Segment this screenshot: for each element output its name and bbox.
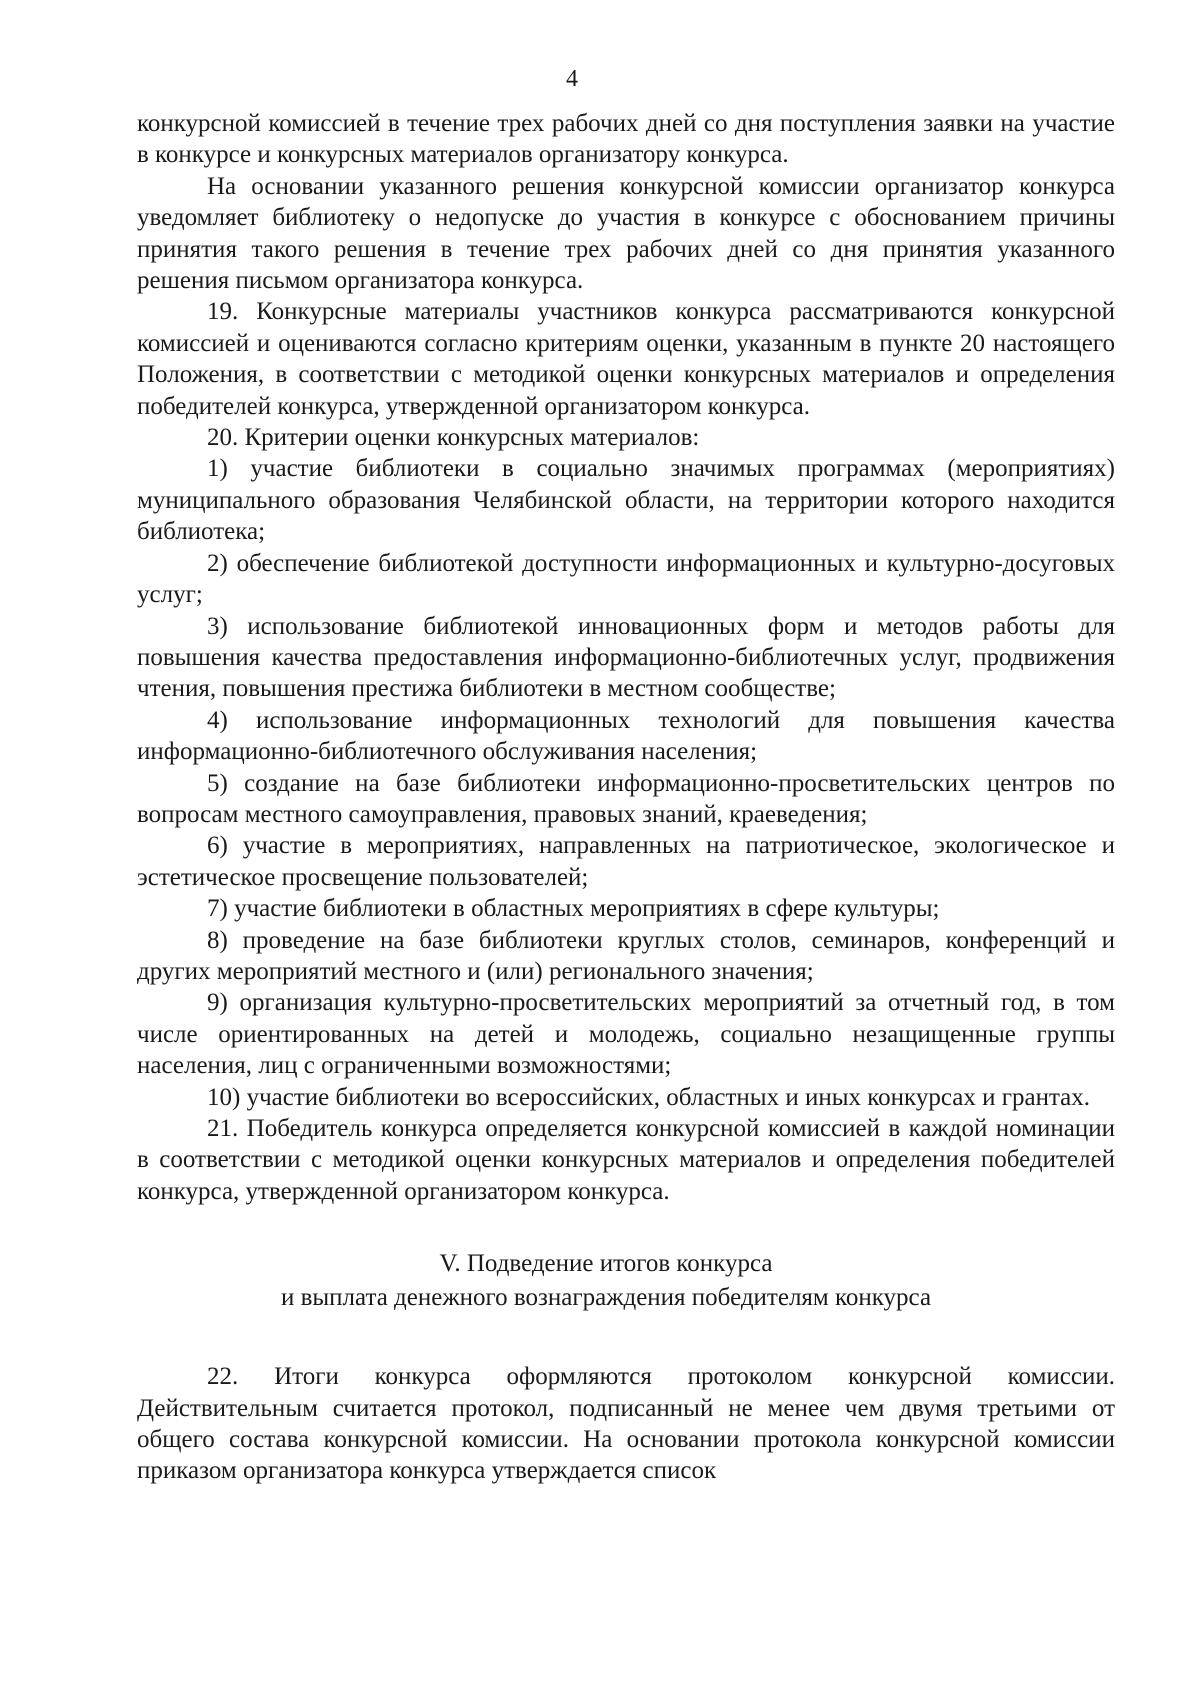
paragraphs-after xyxy=(137,1361,1115,1487)
paragraph: 1) участие библиотеки в социально значимых программах (мероприятиях) муниципального образования Челябинской области, на территории которого находится библиотека; xyxy=(137,455,1115,546)
paragraph: 22. Итоги конкурса оформляются протоколом конкурсной комиссии. Действительным считается протокол, подписанный не менее чем двумя третьими от общего состава конкурсной комиссии. На основании протокола конкурсной комиссии приказом организатора конкурса утверждается список xyxy=(137,1363,1115,1485)
paragraph: 21. Победитель конкурса определяется конкурсной комиссией в каждой номинации в соответствии с методикой оценки конкурсных материалов и определения победителей конкурса, утвержденной организатором конкурса. xyxy=(137,1115,1115,1205)
section-heading-line-1: V. Подведение итогов конкурса xyxy=(439,1250,773,1278)
paragraph: 3) использование библиотекой инновационных форм и методов работы для повышения качества предоставления информационно-библиотечных услуг, продвижения чтения, повышения престижа библиотеки в местном сообществе; xyxy=(137,612,1115,703)
document-body xyxy=(137,108,1115,1487)
paragraph: 19. Конкурсные материалы участников конкурса рассматриваются конкурсной комиссией и оцениваются согласно критериям оценки, указанным в пункте 20 настоящего Положения, в соответствии с методикой оценки конкурсных материалов и определения победителей конкурса, утвержденной организатором конкурса. xyxy=(137,298,1115,420)
paragraph: конкурсной комиссией в течение трех рабочих дней со дня поступления заявки на участие в конкурсе и конкурсных материалов организатору конкурса. xyxy=(137,110,1115,169)
paragraph: 2) обеспечение библиотекой доступности информационных и культурно-досуговых услуг; xyxy=(137,549,1115,609)
page-number: 4 xyxy=(566,66,578,92)
paragraph: 8) проведение на базе библиотеки круглых столов, семинаров, конференций и других мероприятий местного и (или) регионального значения; xyxy=(137,926,1115,985)
paragraph: 6) участие в мероприятиях, направленных на патриотическое, экологическое и эстетическое просвещение пользователей; xyxy=(137,832,1115,891)
section-heading xyxy=(137,1247,1115,1315)
paragraph: 4) использование информационных технологий для повышения качества информационно-библиотечного обслуживания населения; xyxy=(137,706,1115,766)
paragraph: 9) организация культурно-просветительских мероприятий за отчетный год, в том числе ориентированных на детей и молодежь, социально незащищенные группы населения, лиц с ограниченными возможностями; xyxy=(137,989,1115,1080)
section-heading-line-2: и выплата денежного вознаграждения победителям конкурса xyxy=(280,1284,932,1312)
paragraph: На основании указанного решения конкурсной комиссии организатор конкурса уведомляет библиотеку о недопуске до участия в конкурсе с обоснованием причины принятия такого решения в течение трех рабочих дней со дня принятия указанного решения письмом организатора конкурса. xyxy=(137,172,1115,295)
paragraphs-before xyxy=(137,108,1115,1207)
paragraph: 5) создание на базе библиотеки информационно-просветительских центров по вопросам местного самоуправления, правовых знаний, краеведения; xyxy=(137,769,1115,828)
paragraph: 20. Критерии оценки конкурсных материалов: xyxy=(207,424,700,452)
paragraph: 7) участие библиотеки в областных мероприятиях в сфере культуры; xyxy=(207,895,940,923)
paragraph: 10) участие библиотеки во всероссийских, областных и иных конкурсах и грантах. xyxy=(207,1083,1091,1111)
